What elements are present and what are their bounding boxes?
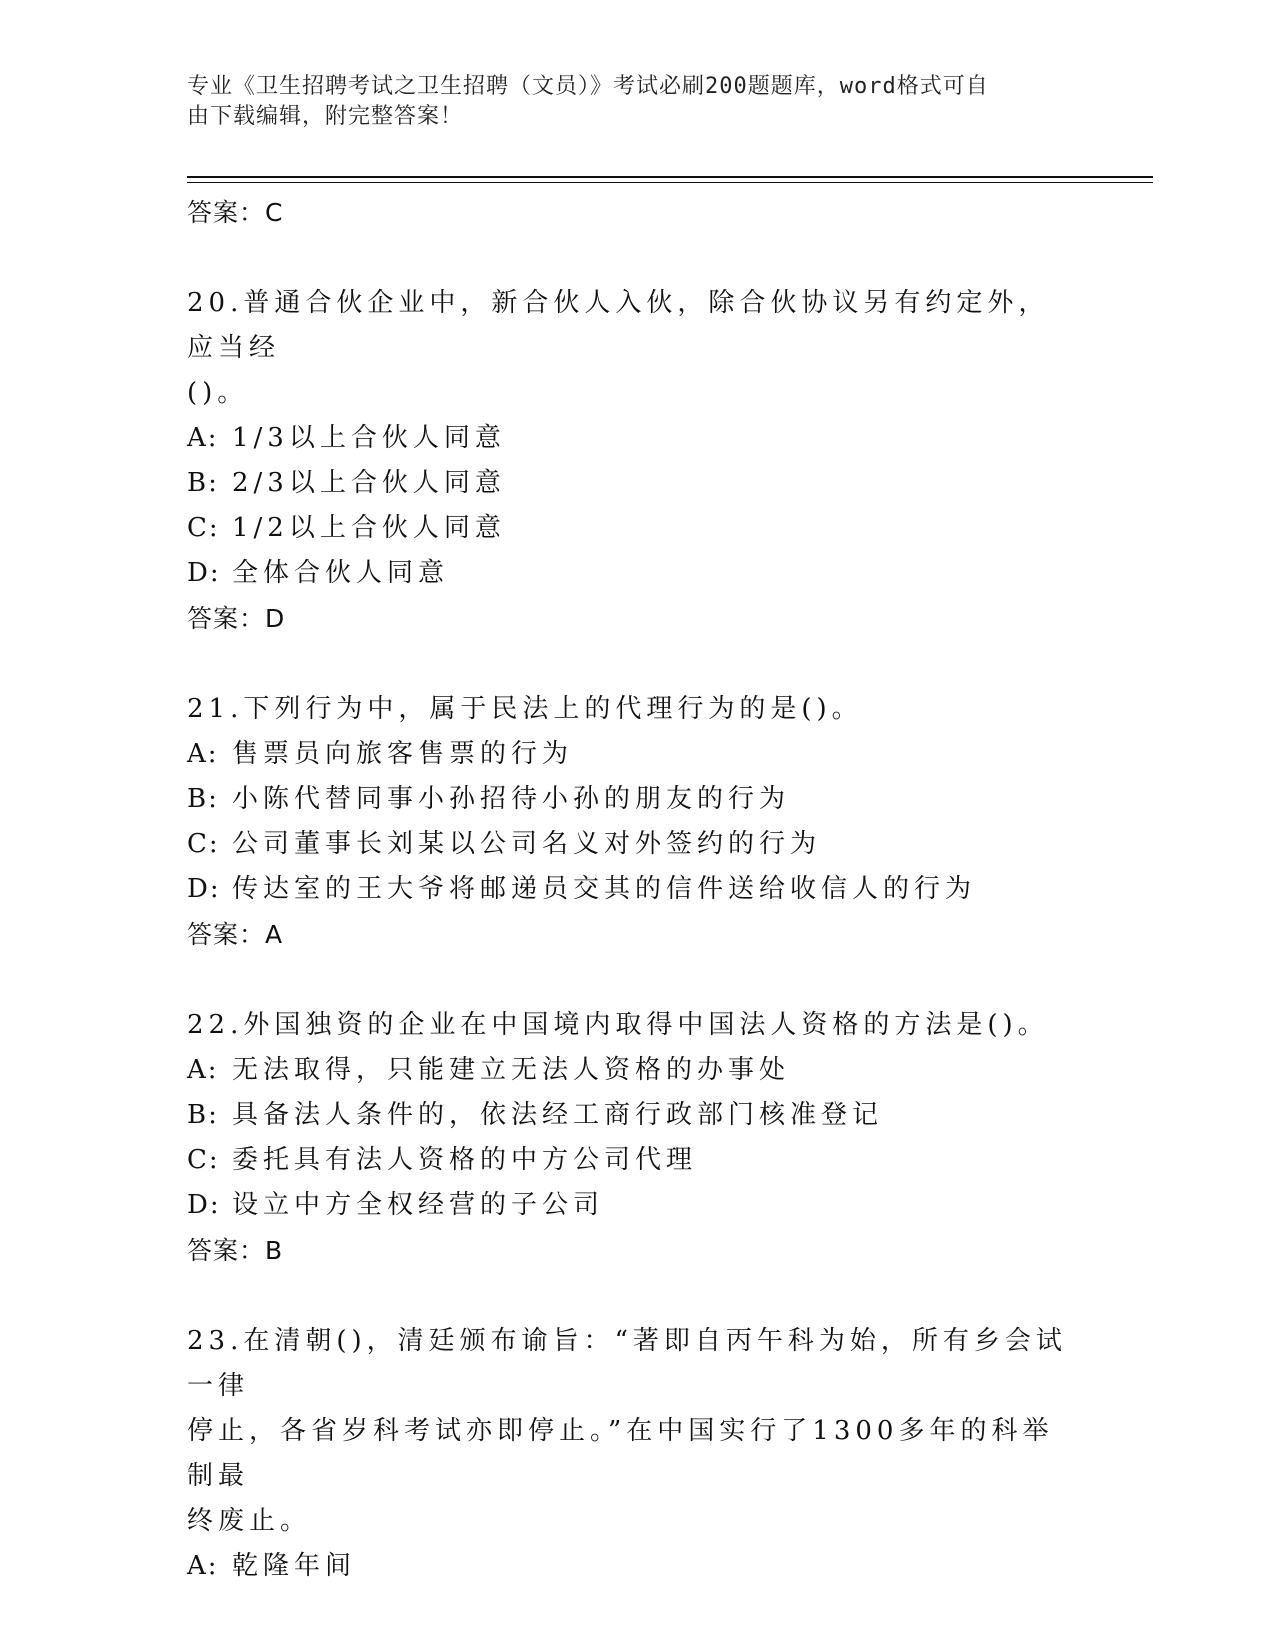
option-key: A: (187, 423, 219, 453)
option-key: B: (187, 784, 219, 814)
option-text: 全体合伙人同意 (232, 558, 450, 588)
option-key: A: (187, 1551, 219, 1581)
option-a (187, 416, 1087, 461)
option-key: B: (187, 468, 219, 498)
option-text: 乾隆年间 (232, 1551, 357, 1581)
option-c (187, 506, 1087, 551)
option-text: 1/2以上合伙人同意 (232, 513, 506, 543)
option-key: B: (187, 1100, 219, 1130)
question-stem (187, 1319, 1077, 1544)
stem-line: 21.下列行为中，属于民法上的代理行为的是()。 (187, 694, 863, 724)
option-text: 无法取得，只能建立无法人资格的办事处 (232, 1055, 791, 1085)
question-stem (187, 1003, 1077, 1048)
option-text: 1/3以上合伙人同意 (232, 423, 506, 453)
answer-label: 答案：A (187, 920, 284, 949)
question-stem (187, 687, 1077, 732)
option-text: 具备法人条件的，依法经工商行政部门核准登记 (232, 1100, 884, 1130)
option-d (187, 551, 1087, 596)
header-line-1: 专业《卫生招聘考试之卫生招聘（文员）》考试必刷200题题库，word格式可自 (187, 74, 989, 99)
option-key: D: (187, 558, 221, 588)
option-d (187, 1183, 1087, 1228)
document-header (187, 72, 1067, 132)
header-rule-thick (187, 176, 1153, 178)
option-b (187, 777, 1087, 822)
option-c (187, 1138, 1087, 1183)
question-block (187, 281, 1087, 641)
option-b (187, 1093, 1087, 1138)
option-key: D: (187, 874, 221, 904)
option-text: 小陈代替同事小孙招待小孙的朋友的行为 (232, 784, 791, 814)
option-key: D: (187, 1190, 221, 1220)
stem-line: 20.普通合伙企业中，新合伙人入伙，除合伙协议另有约定外，应当经 (187, 288, 1050, 363)
option-a (187, 1544, 1087, 1589)
option-c (187, 822, 1087, 867)
answer-label: 答案：D (187, 604, 286, 633)
answer-label: 答案：C (187, 198, 284, 227)
question-block (187, 1319, 1087, 1589)
stem-line: ()。 (187, 378, 249, 408)
option-key: C: (187, 1145, 220, 1175)
option-d (187, 867, 1087, 912)
option-key: C: (187, 513, 220, 543)
option-key: C: (187, 829, 220, 859)
header-line-2: 由下载编辑，附完整答案！ (187, 104, 464, 129)
option-a (187, 1048, 1087, 1093)
option-text: 售票员向旅客售票的行为 (232, 739, 574, 769)
document-body (187, 190, 1087, 1589)
stem-line: 停止，各省岁科考试亦即停止。”在中国实行了1300多年的科举制最 (187, 1416, 1054, 1491)
stem-line: 22.外国独资的企业在中国境内取得中国法人资格的方法是()。 (187, 1010, 1049, 1040)
answer-label: 答案：B (187, 1236, 284, 1265)
option-text: 传达室的王大爷将邮递员交其的信件送给收信人的行为 (232, 874, 977, 904)
option-b (187, 461, 1087, 506)
option-text: 2/3以上合伙人同意 (232, 468, 506, 498)
question-block (187, 1003, 1087, 1273)
option-text: 公司董事长刘某以公司名义对外签约的行为 (232, 829, 822, 859)
stem-line: 23.在清朝()，清廷颁布谕旨：“著即自丙午科为始，所有乡会试一律 (187, 1326, 1067, 1401)
option-a (187, 732, 1087, 777)
option-key: A: (187, 739, 219, 769)
question-stem (187, 281, 1077, 416)
option-text: 委托具有法人资格的中方公司代理 (232, 1145, 698, 1175)
stem-line: 终废止。 (187, 1506, 312, 1536)
option-text: 设立中方全权经营的子公司 (232, 1190, 605, 1220)
question-block (187, 687, 1087, 957)
option-key: A: (187, 1055, 219, 1085)
header-rule-thin (187, 182, 1153, 183)
